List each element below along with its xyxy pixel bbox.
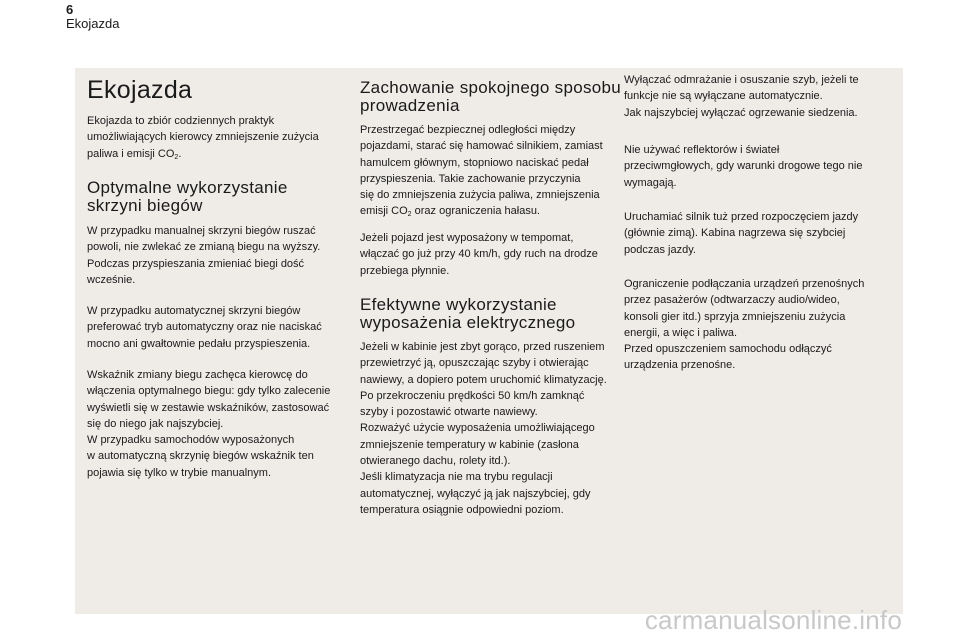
driving-paragraph-2: Jeżeli pojazd jest wyposażony w tempomat, włączać go już przy 40 km/h, gdy ruch na drodze przebiega płynnie. <box>360 232 598 277</box>
intro-subscript: 2 <box>174 153 179 161</box>
gear-paragraph-2: W przypadku automatycznej skrzyni biegów preferować tryb automatyczny oraz nie naciskać mocno ani gwałtownie pedału przyspieszenia. <box>87 305 322 350</box>
intro-text: Ekojazda to zbiór codziennych praktyk umożliwiających kierowcy zmniejszenie zużycia paliwa i emisji CO <box>87 115 319 160</box>
section-label: Ekojazda <box>66 16 120 31</box>
driving-text-b: oraz ograniczenia hałasu. <box>411 205 540 218</box>
page-number: 6 <box>66 2 74 17</box>
page-title: Ekojazda <box>87 76 193 104</box>
defrost-paragraph: Wyłączać odmrażanie i osuszanie szyb, jeżeli te funkcje nie są wyłączane automatycznie. Jak najszybciej wyłączać ogrzewanie siedzenia. <box>624 74 859 119</box>
driving-heading: Zachowanie spokojnego sposobu prowadzenia <box>360 78 622 115</box>
devices-paragraph: Ograniczenie podłączania urządzeń przenośnych przez pasażerów (odtwarzaczy audio/wideo, konsoli gier itd.) sprzyja zmniejszeniu zużycia energii, a więc i paliwa. Przed opuszczeniem samochodu odłączyć urządzenia przenośne. <box>624 278 865 372</box>
watermark: carmanualsonline.info <box>644 605 902 635</box>
gear-paragraph-1: W przypadku manualnej skrzyni biegów ruszać powoli, nie zwlekać ze zmianą biegu na wyższy. Podczas przyspieszania zmieniać biegi dość wcześnie. <box>87 225 321 286</box>
electric-heading: Efektywne wykorzystanie wyposażenia elektrycznego <box>360 295 576 332</box>
driving-paragraph-1 <box>360 122 603 220</box>
content-panel <box>75 68 903 614</box>
electric-paragraph: Jeżeli w kabinie jest zbyt gorąco, przed ruszeniem przewietrzyć ją, opuszczając szyby i otwierając nawiewy, a dopiero potem uruchomić klimatyzację. Po przekroczeniu prędkości 50 km/h zamknąć szyby i pozostawić otwarte nawiewy. Rozważyć użycie wyposażenia umożliwiającego zmniejszenie temperatury w kabinie (zasłona otwieranego dachu, rolety itd.). Jeśli klimatyzacja nie ma trybu regulacji automatycznej, wyłączyć ją jak najszybciej, gdy temperatura osiągnie odpowiedni poziom. <box>360 341 607 516</box>
intro-period: . <box>178 147 182 160</box>
gear-paragraph-3: Wskaźnik zmiany biegu zachęca kierowcę do włączenia optymalnego biegu: gdy tylko zalecenie wyświetli się w zestawie wskaźników, zastosować się do niego jak najszybciej. W przypadku samochodów wyposażonych w automatyczną skrzynię biegów wskaźnik ten pojawia się tylko w trybie manualnym. <box>87 369 331 479</box>
gear-heading: Optymalne wykorzystanie skrzyni biegów <box>87 178 288 215</box>
driving-text-a: Przestrzegać bezpiecznej odległości między pojazdami, starać się hamować silnikiem, zamiast hamulcem głównym, stopniowo naciskać pedał przyspieszenia. Takie zachowanie przyczynia się do zmniejszenia zużycia paliwa, zmniejszenia emisji CO <box>360 124 603 218</box>
intro-paragraph <box>87 113 319 162</box>
driving-subscript: 2 <box>407 211 412 219</box>
lights-paragraph: Nie używać reflektorów i świateł przeciwmgłowych, gdy warunki drogowe tego nie wymagają. <box>624 144 863 189</box>
engine-paragraph: Uruchamiać silnik tuż przed rozpoczęciem jazdy (głównie zimą). Kabina nagrzewa się szybciej podczas jazdy. <box>624 211 859 256</box>
